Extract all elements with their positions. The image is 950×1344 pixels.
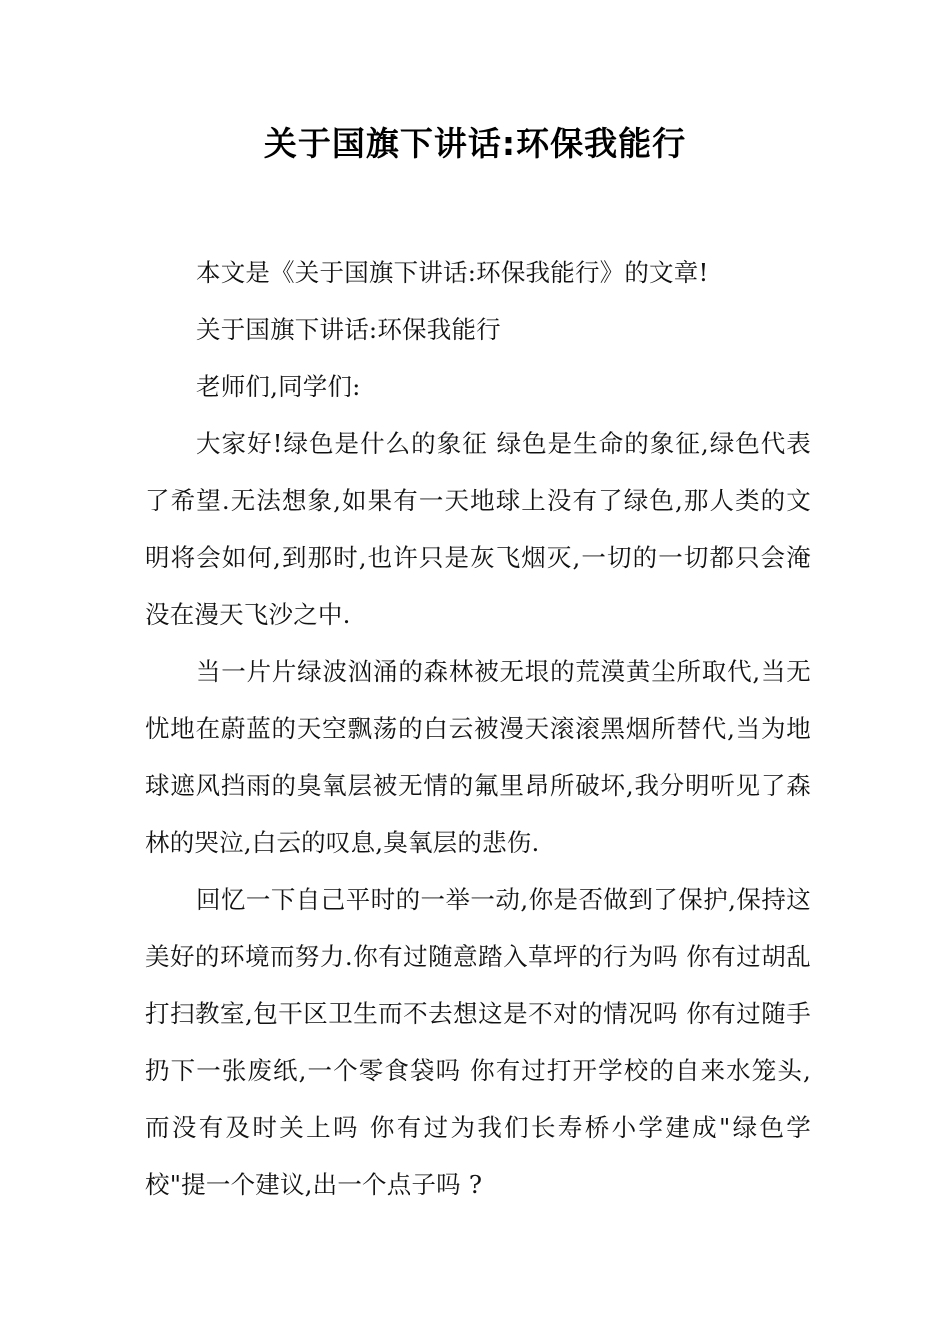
- body-paragraph: 回忆一下自己平时的一举一动,你是否做到了保护,保持这美好的环境而努力.你有过随意踏入草坪的行为吗 你有过胡乱打扫教室,包干区卫生而不去想这是不对的情况吗 你有过随手扔下一张废纸,一个零食袋吗 你有过打开学校的自来水笼头,而没有及时关上吗 你有过为我们长寿桥小学建成"绿色学校"提一个建议,出一个点子吗 ?: [145, 885, 811, 1199]
- intro-paragraph: 本文是《关于国旗下讲话:环保我能行》的文章!: [196, 258, 709, 287]
- salutation-paragraph: 老师们,同学们:: [196, 372, 361, 401]
- document-body: [145, 244, 811, 1213]
- body-paragraph: 当一片片绿波汹涌的森林被无垠的荒漠黄尘所取代,当无忧地在蔚蓝的天空飘荡的白云被漫天滚滚黑烟所替代,当为地球遮风挡雨的臭氧层被无情的氟里昂所破坏,我分明听见了森林的哭泣,白云的叹息,臭氧层的悲伤.: [145, 657, 811, 857]
- page-title: 关于国旗下讲话:环保我能行: [263, 124, 687, 163]
- body-paragraph: 大家好!绿色是什么的象征 绿色是生命的象征,绿色代表了希望.无法想象,如果有一天地球上没有了绿色,那人类的文明将会如何,到那时,也许只是灰飞烟灭,一切的一切都只会淹没在漫天飞沙之中.: [145, 429, 811, 629]
- subtitle-paragraph: 关于国旗下讲话:环保我能行: [196, 315, 501, 344]
